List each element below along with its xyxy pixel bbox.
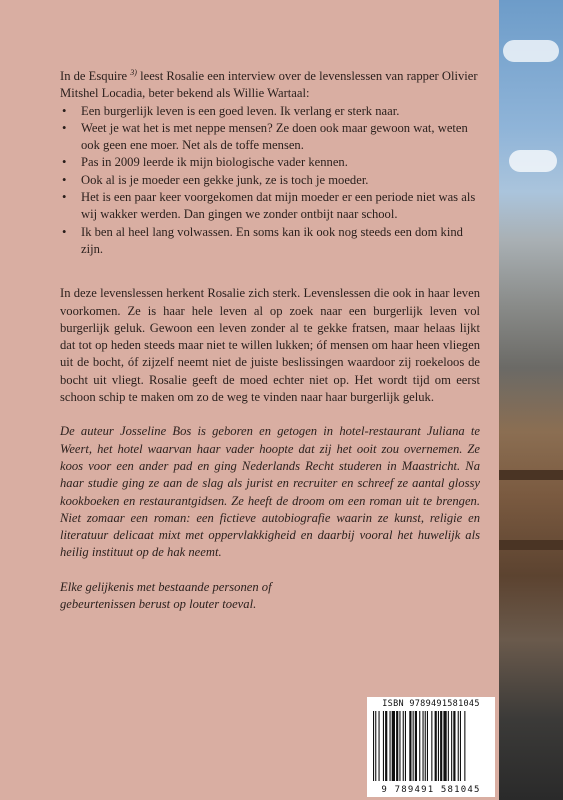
footnote-reference: 3) (130, 67, 137, 77)
barcode-bar (390, 711, 391, 781)
barcode-bar (453, 711, 455, 781)
suitcase-strap (499, 540, 563, 550)
barcode-bar (413, 711, 414, 781)
cover-photo-strip (499, 0, 563, 800)
barcode-bar (419, 711, 420, 781)
barcode-bar (431, 711, 432, 781)
barcode-bar (435, 711, 437, 781)
barcode-bar (385, 711, 387, 781)
lesson-text: Ik ben al heel lang volwassen. En soms kan ik ook nog steeds een dom kind zijn. (81, 224, 463, 256)
author-bio: De auteur Josseline Bos is geboren en getogen in hotel-restaurant Juliana te Weert, het hotel waarvan haar vader hoopte dat zij het ooit zou overnemen. Ze koos voor een ander pad en ging Nederlands Recht studeren in Maastricht. Na haar studie ging ze aan de slag als jurist en recruiter en schreef ze aantal glossy kookboeken en restaurantgidsen. Ze heeft de droom om een roman uit te brengen. Niet zomaar een roman: een fictieve autobiografie waarin ze kunst, religie en literatuur delicaat mixt met oppervlakkigheid en daarbij vooral het huwelijk als heilig instituut op de hak neemt. (60, 424, 480, 560)
barcode-bar (458, 711, 459, 781)
list-item (60, 172, 480, 189)
lesson-text: Ook al is je moeder een gekke junk, ze is toch je moeder. (81, 172, 369, 187)
barcode-bars (373, 711, 489, 781)
lesson-text: Pas in 2009 leerde ik mijn biologische vader kennen. (81, 155, 348, 170)
intro-paragraph (60, 68, 480, 103)
bullet-icon: • (62, 103, 67, 118)
list-item (60, 120, 480, 155)
barcode-digits: 9 789491 581045 (381, 785, 481, 795)
barcode-bar (379, 711, 380, 781)
barcode-bar (392, 711, 395, 781)
barcode-bar (415, 711, 417, 781)
barcode-bar (425, 711, 426, 781)
lesson-text: Het is een paar keer voorgekomen dat mijn moeder er een periode niet was als wij wakker werden. Dan gingen we zonder ontbijt naar school. (81, 190, 476, 222)
back-cover-text (60, 68, 480, 613)
isbn-label: ISBN 9789491581045 (382, 699, 480, 709)
list-item (60, 189, 480, 224)
barcode-bar (464, 711, 465, 781)
intro-text-end: leest Rosalie een interview over de levenslessen van rapper Olivier Mitshel Locadia, beter bekend als Willie Wartaal: (60, 69, 478, 101)
barcode-bar (423, 711, 424, 781)
suitcase-strap (499, 470, 563, 480)
disclaimer: Elke gelijkenis met bestaande personen of gebeurtenissen berust op louter toeval. (60, 579, 272, 612)
summary-paragraph: In deze levenslessen herkent Rosalie zich sterk. Levenslessen die ook in haar leven voorkomen. Ze is haar hele leven al op zoek naar een burgerlijk leven vol burgerlijk geluk. Gewoon een leven zonder al te gekke fratsen, maar helaas lijkt dat tot op heden steeds maar niet te willen lukken; óf mensen om haar heen vliegen uit de bocht, óf zijzelf neemt niet de juiste beslissingen waardoor zij roekeloos de bocht uit vliegt. Rosalie geeft de moed echter niet op. Het wordt tijd om eerst schoon schip te maken om zo de weg te vinden naar haar burgerlijk geluk. (60, 286, 480, 405)
isbn-barcode (367, 697, 495, 797)
barcode-bar (451, 711, 452, 781)
barcode-bar (399, 711, 400, 781)
list-item (60, 154, 480, 171)
cloud-shape (509, 150, 557, 172)
intro-text-start: In de Esquire (60, 69, 131, 83)
bullet-icon: • (62, 224, 67, 239)
barcode-bar (427, 711, 428, 781)
barcode-bar (383, 711, 384, 781)
barcode-bar (438, 711, 439, 781)
barcode-bar (396, 711, 398, 781)
bullet-icon: • (62, 155, 67, 170)
list-item (60, 103, 480, 120)
barcode-bar (373, 711, 374, 781)
barcode-bar (405, 711, 406, 781)
lesson-text: Een burgerlijk leven is een goed leven. Ik verlang er sterk naar. (81, 103, 400, 118)
life-lessons-list (60, 103, 480, 259)
barcode-bar (375, 711, 376, 781)
lesson-text: Weet je wat het is met neppe mensen? Ze doen ook maar gewoon wat, weten ook geen ene moer. Net als de toffe mensen. (81, 120, 468, 153)
list-item (60, 224, 480, 259)
barcode-bar (409, 711, 411, 781)
bullet-icon: • (62, 190, 67, 205)
bullet-icon: • (62, 172, 67, 187)
barcode-bar (443, 711, 446, 781)
barcode-bar (448, 711, 449, 781)
bullet-icon: • (62, 120, 67, 135)
barcode-bar (403, 711, 404, 781)
barcode-bar (460, 711, 461, 781)
cloud-shape (503, 40, 559, 62)
barcode-bar (440, 711, 442, 781)
